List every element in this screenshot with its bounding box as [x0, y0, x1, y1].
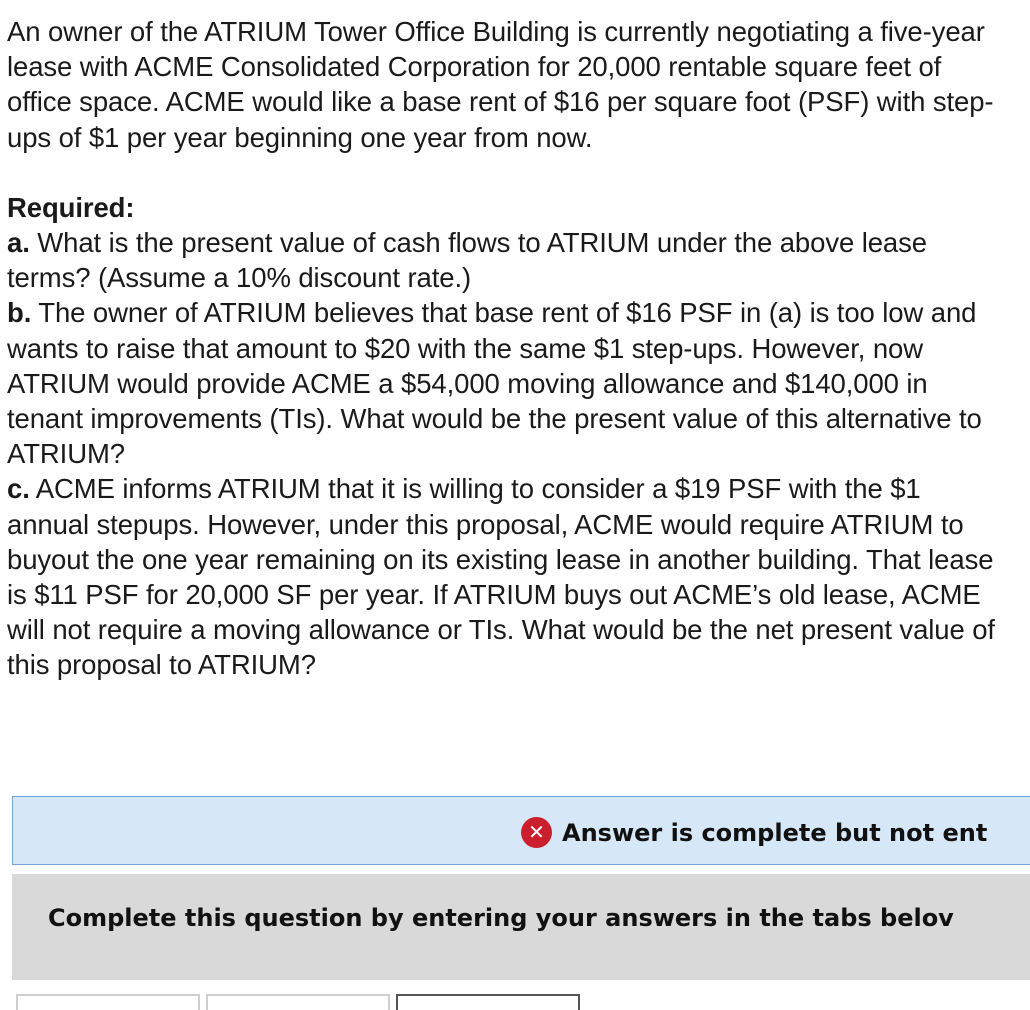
- answer-status-text: Answer is complete but not ent: [562, 818, 988, 847]
- part-b-text: The owner of ATRIUM believes that base rent of $16 PSF in (a) is too low and wants to raise that amount to $20 with the same $1 step-ups. However, now ATRIUM would provide ACME a $54,000 moving allowance and $140,000 in tenant improvements (TIs). What would be the present value of this alternative to ATRIUM?: [7, 297, 982, 470]
- part-a-text: What is the present value of cash flows to ATRIUM under the above lease terms? (Assume a 10% discount rate.): [7, 227, 927, 294]
- answer-tabs: [16, 994, 1030, 1010]
- answer-status-banner: [12, 796, 1030, 865]
- tab-req-a[interactable]: [16, 994, 200, 1010]
- part-c-text: ACME informs ATRIUM that it is willing to consider a $19 PSF with the $1 annual stepups. However, under this proposal, ACME would require ATRIUM to buyout the one year remaining on its existing lease in another building. That lease is $11 PSF for 20,000 SF per year. If ATRIUM buys out ACME’s old lease, ACME will not require a moving allowance or TIs. What would be the net present value of this proposal to ATRIUM?: [7, 473, 995, 681]
- part-c: [7, 471, 1007, 682]
- tab-req-c[interactable]: [396, 994, 580, 1010]
- part-a: [7, 225, 1007, 295]
- instructions-panel: [12, 874, 1030, 980]
- tab-req-b[interactable]: [206, 994, 390, 1010]
- x-circle-icon: ✕: [521, 817, 552, 848]
- required-heading: Required:: [7, 191, 135, 223]
- part-a-label: a.: [7, 227, 30, 259]
- part-c-label: c.: [7, 473, 30, 505]
- part-b-label: b.: [7, 297, 32, 329]
- instructions-text: Complete this question by entering your answers in the tabs belov: [48, 904, 954, 932]
- part-b: [7, 295, 1007, 471]
- question-text: [7, 14, 1007, 683]
- question-intro: An owner of the ATRIUM Tower Office Building is currently negotiating a five-year lease with ACME Consolidated Corporation for 20,000 rentable square feet of office space. ACME would like a base rent of $16 per square foot (PSF) with step-ups of $1 per year beginning one year from now.: [7, 16, 994, 153]
